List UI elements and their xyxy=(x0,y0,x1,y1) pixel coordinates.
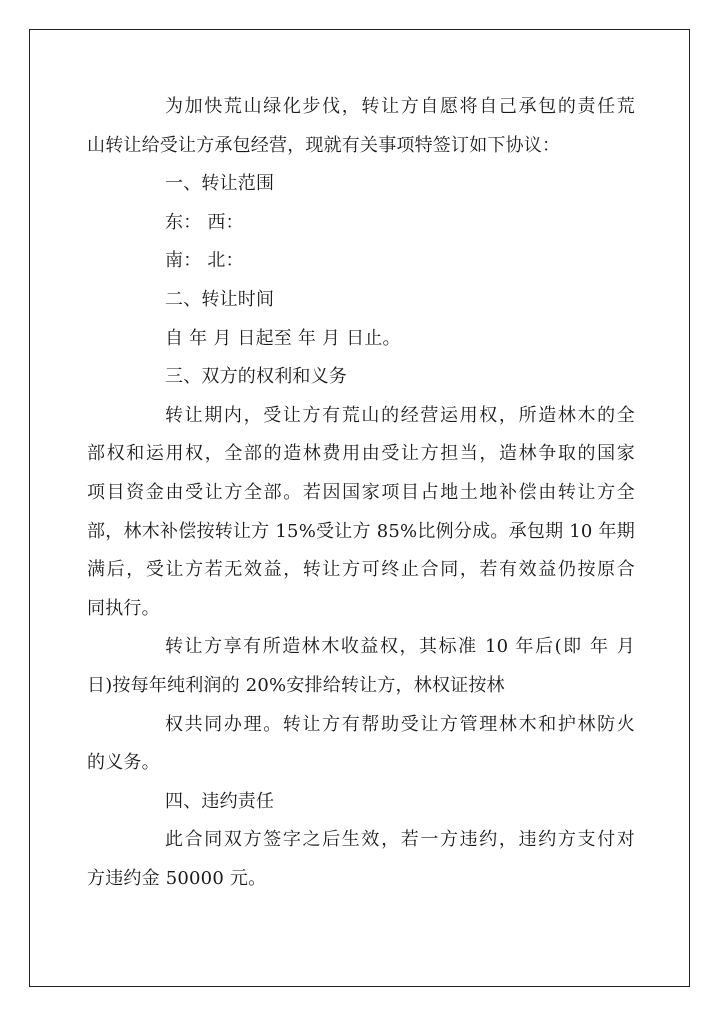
rights-paragraph-line-4: 部，林木补偿按转让方 15%受让方 85%比例分成。承包期 10 年期 xyxy=(87,520,635,542)
section-heading-rights-obligations: 三、双方的权利和义务 xyxy=(165,366,347,388)
breach-paragraph-line-1: 此合同双方签字之后生效，若一方违约，违约方支付对 xyxy=(165,829,635,851)
transfer-time-range: 自 年 月 日起至 年 月 日止。 xyxy=(165,327,401,349)
rights-paragraph-line-3: 项目资金由受让方全部。若因国家项目占地土地补偿由转让方全 xyxy=(87,481,635,503)
section-heading-breach-liability: 四、违约责任 xyxy=(165,790,275,812)
revenue-paragraph-line-2: 日)按每年纯利润的 20%安排给转让方，林权证按林 xyxy=(87,674,505,696)
section-heading-transfer-time: 二、转让时间 xyxy=(165,288,275,310)
management-paragraph-line-1: 权共同办理。转让方有帮助受让方管理林木和护林防火 xyxy=(165,713,635,735)
rights-paragraph-line-1: 转让期内，受让方有荒山的经营运用权，所造林木的全 xyxy=(165,404,635,426)
paragraph-intro-line-1: 为加快荒山绿化步伐，转让方自愿将自己承包的责任荒 xyxy=(165,96,635,117)
rights-paragraph-line-5: 满后，受让方若无效益，转让方可终止合同，若有效益仍按原合 xyxy=(87,559,635,581)
breach-paragraph-line-2: 方违约金 50000 元。 xyxy=(87,867,267,889)
section-heading-transfer-scope: 一、转让范围 xyxy=(165,173,275,195)
rights-paragraph-line-6: 同执行。 xyxy=(87,597,160,619)
document-body xyxy=(87,88,635,898)
revenue-paragraph-line-1: 转让方享有所造林木收益权，其标准 10 年后(即 年 月 xyxy=(165,636,635,658)
rights-paragraph-line-2: 部权和运用权，全部的造林费用由受让方担当，造林争取的国家 xyxy=(87,443,635,465)
scope-south-north: 南： 北： xyxy=(165,250,244,272)
management-paragraph-line-2: 的义务。 xyxy=(87,752,160,774)
paragraph-intro-line-2: 山转让给受让方承包经营，现就有关事项特签订如下协议： xyxy=(87,134,561,156)
scope-east-west: 东： 西： xyxy=(165,211,244,233)
